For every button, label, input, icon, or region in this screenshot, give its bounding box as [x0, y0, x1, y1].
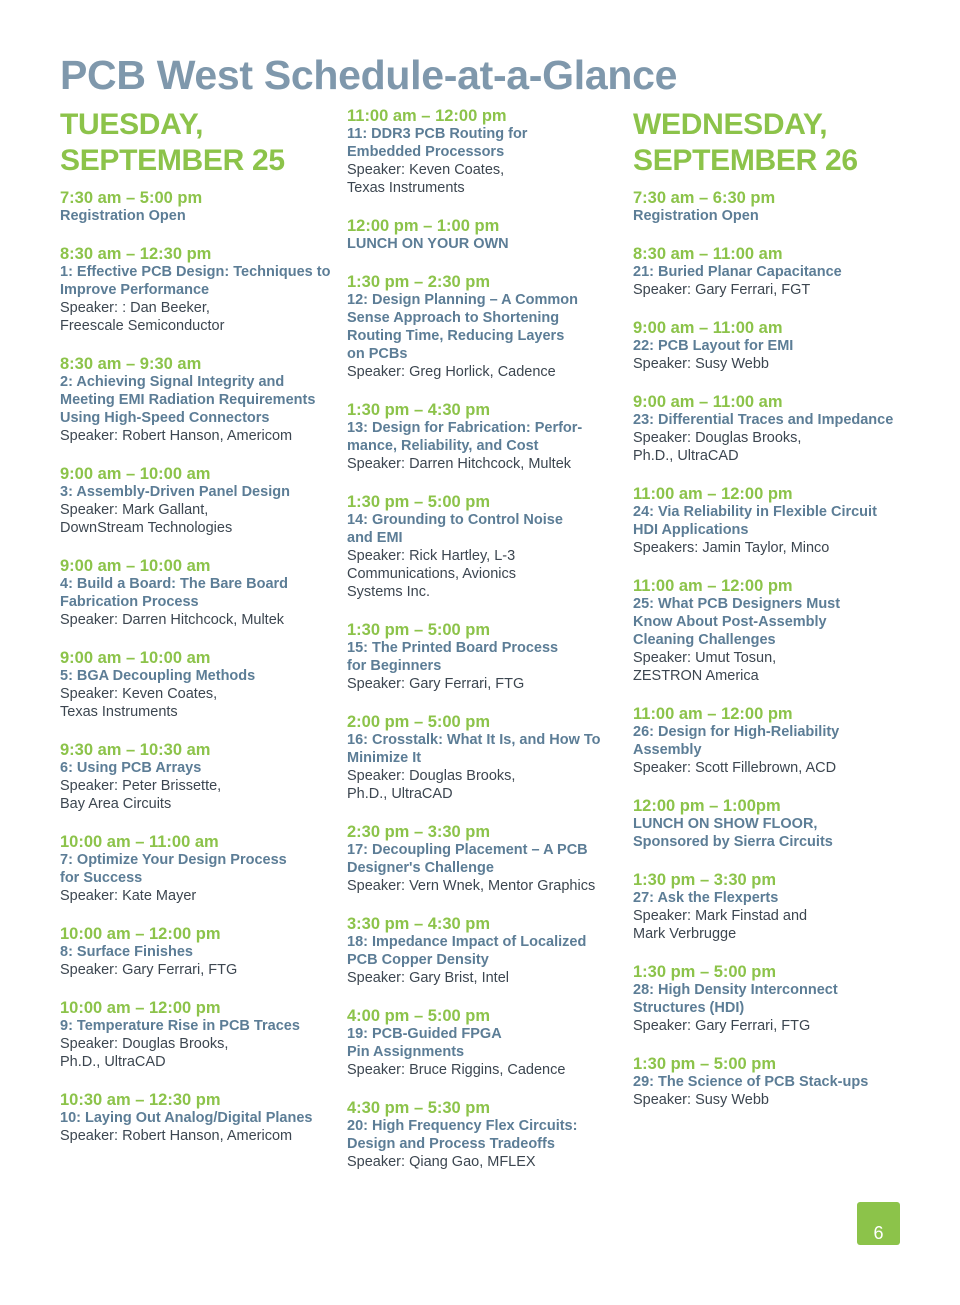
day-heading-line: SEPTEMBER 25 [60, 144, 285, 177]
session-speaker-line: Speaker: Peter Brissette, [60, 778, 222, 794]
session-speaker-line: Speaker: Mark Gallant, [60, 502, 209, 518]
session-time: 7:30 am – 5:00 pm [60, 189, 203, 207]
session-time: 12:00 pm – 1:00pm [633, 797, 781, 815]
session-speaker-line: Speaker: Douglas Brooks, [347, 768, 516, 784]
session-time: 10:00 am – 12:00 pm [60, 999, 221, 1017]
session-speaker-line: Speaker: Gary Brist, Intel [347, 970, 509, 986]
session-time: 2:00 pm – 5:00 pm [347, 713, 491, 731]
session-time: 8:30 am – 12:30 pm [60, 245, 212, 263]
session-speaker-line: Speaker: Vern Wnek, Mentor Graphics [347, 878, 596, 894]
session-title-line: on PCBs [347, 346, 408, 362]
schedule-session [633, 797, 933, 851]
session-title-line: 26: Design for High-Reliability [633, 724, 840, 740]
session-title-line: 18: Impedance Impact of Localized [347, 934, 587, 950]
schedule-session [60, 1091, 335, 1145]
schedule-session [633, 577, 933, 685]
session-title-line: Designer's Challenge [347, 860, 494, 876]
session-time: 8:30 am – 9:30 am [60, 355, 202, 373]
schedule-session [633, 319, 933, 373]
session-speaker-line: Speaker: Qiang Gao, MFLEX [347, 1154, 536, 1170]
session-title-line: mance, Reliability, and Cost [347, 438, 539, 454]
session-title-line: 14: Grounding to Control Noise [347, 512, 563, 528]
session-time: 7:30 am – 6:30 pm [633, 189, 776, 207]
session-title-line: 4: Build a Board: The Bare Board [60, 576, 289, 592]
session-title-line: for Success [60, 870, 143, 886]
schedule-session [60, 649, 335, 721]
session-speaker-line: Speaker: Gary Ferrari, FGT [633, 282, 811, 298]
session-speaker-line: ZESTRON America [633, 668, 759, 684]
session-time: 10:30 am – 12:30 pm [60, 1091, 221, 1109]
session-title-line: Registration Open [60, 208, 186, 224]
schedule-session [60, 355, 335, 445]
session-speaker-line: DownStream Technologies [60, 520, 233, 536]
session-time: 3:30 pm – 4:30 pm [347, 915, 491, 933]
session-time: 1:30 pm – 5:00 pm [347, 621, 491, 639]
session-speaker-line: Speaker: Gary Ferrari, FTG [60, 962, 238, 978]
session-speaker-line: Speaker: Keven Coates, [347, 162, 505, 178]
session-speaker-line: Texas Instruments [347, 180, 465, 196]
session-time: 8:30 am – 11:00 am [633, 245, 783, 263]
schedule-session [347, 493, 622, 601]
session-speaker-line: Speaker: Susy Webb [633, 1092, 769, 1108]
schedule-session [60, 557, 335, 629]
session-speaker-line: Systems Inc. [347, 584, 430, 600]
schedule-session [633, 963, 933, 1035]
page-title: PCB West Schedule-at-a-Glance [60, 52, 678, 98]
session-time: 9:00 am – 10:00 am [60, 465, 211, 483]
session-title-line: LUNCH ON YOUR OWN [347, 236, 509, 252]
session-title-line: Minimize It [347, 750, 422, 766]
session-title-line: 10: Laying Out Analog/Digital Planes [60, 1110, 313, 1126]
schedule-session [347, 217, 622, 253]
session-time: 11:00 am – 12:00 pm [347, 107, 507, 125]
schedule-session [633, 393, 933, 465]
session-speaker-line: Speakers: Jamin Taylor, Minco [633, 540, 830, 556]
session-title-line: Know About Post-Assembly [633, 614, 827, 630]
session-speaker-line: Speaker: Umut Tosun, [633, 650, 777, 666]
tuesday-column [60, 107, 335, 1165]
session-speaker-line: Mark Verbrugge [633, 926, 737, 942]
session-title-line: Cleaning Challenges [633, 632, 776, 648]
session-title-line: and EMI [347, 530, 403, 546]
session-time: 9:00 am – 10:00 am [60, 649, 211, 667]
session-title-line: Structures (HDI) [633, 1000, 745, 1016]
session-speaker-line: Speaker: Darren Hitchcock, Multek [347, 456, 572, 472]
schedule-session [60, 189, 335, 225]
schedule-session [633, 245, 933, 299]
session-title-line: Assembly [633, 742, 702, 758]
session-speaker-line: Texas Instruments [60, 704, 178, 720]
session-title-line: Fabrication Process [60, 594, 199, 610]
session-speaker-line: Speaker: Keven Coates, [60, 686, 218, 702]
session-title-line: 11: DDR3 PCB Routing for [347, 126, 528, 142]
schedule-session [60, 925, 335, 979]
session-time: 9:00 am – 11:00 am [633, 393, 783, 411]
schedule-session [633, 1055, 933, 1109]
session-speaker-line: Speaker: Darren Hitchcock, Multek [60, 612, 285, 628]
session-speaker-line: Speaker: Rick Hartley, L-3 [347, 548, 516, 564]
session-title-line: Meeting EMI Radiation Requirements [60, 392, 316, 408]
session-time: 1:30 pm – 5:00 pm [633, 963, 777, 981]
day-heading [633, 107, 933, 179]
session-speaker-line: Speaker: Robert Hanson, Americom [60, 428, 293, 444]
session-title-line: Embedded Processors [347, 144, 505, 160]
session-time: 10:00 am – 11:00 am [60, 833, 219, 851]
session-title-line: 25: What PCB Designers Must [633, 596, 841, 612]
schedule-session [347, 107, 622, 197]
session-title-line: Design and Process Tradeoffs [347, 1136, 555, 1152]
schedule-session [347, 823, 622, 895]
session-time: 12:00 pm – 1:00 pm [347, 217, 500, 235]
session-speaker-line: Speaker: Douglas Brooks, [60, 1036, 229, 1052]
session-title-line: 15: The Printed Board Process [347, 640, 559, 656]
day-heading-line: WEDNESDAY, [633, 108, 828, 141]
schedule-session [60, 245, 335, 335]
schedule-session [60, 741, 335, 813]
page-number-badge: 6 [857, 1202, 900, 1245]
session-time: 1:30 pm – 2:30 pm [347, 273, 491, 291]
schedule-session [347, 401, 622, 473]
session-title-line: HDI Applications [633, 522, 749, 538]
schedule-session [633, 871, 933, 943]
session-title-line: 8: Surface Finishes [60, 944, 193, 960]
session-title-line: for Beginners [347, 658, 442, 674]
schedule-session [347, 621, 622, 693]
session-time: 9:00 am – 11:00 am [633, 319, 783, 337]
day-heading [60, 107, 335, 179]
session-speaker-line: Speaker: Scott Fillebrown, ACD [633, 760, 837, 776]
session-title-line: 21: Buried Planar Capacitance [633, 264, 842, 280]
tuesday-continued-column [347, 107, 622, 1191]
session-title-line: 1: Effective PCB Design: Techniques to [60, 264, 331, 280]
schedule-session [347, 713, 622, 803]
session-time: 1:30 pm – 4:30 pm [347, 401, 491, 419]
session-title-line: 3: Assembly-Driven Panel Design [60, 484, 290, 500]
session-speaker-line: Speaker: : Dan Beeker, [60, 300, 210, 316]
session-title-line: 12: Design Planning – A Common [347, 292, 578, 308]
session-title-line: Routing Time, Reducing Layers [347, 328, 565, 344]
session-speaker-line: Speaker: Gary Ferrari, FTG [633, 1018, 811, 1034]
schedule-session [60, 465, 335, 537]
day-heading-line: TUESDAY, [60, 108, 204, 141]
session-title-line: 5: BGA Decoupling Methods [60, 668, 256, 684]
session-title-line: Improve Performance [60, 282, 210, 298]
session-title-line: 23: Differential Traces and Impedance [633, 412, 894, 428]
schedule-session [347, 915, 622, 987]
session-time: 4:00 pm – 5:00 pm [347, 1007, 491, 1025]
session-time: 1:30 pm – 3:30 pm [633, 871, 777, 889]
session-time: 2:30 pm – 3:30 pm [347, 823, 491, 841]
session-speaker-line: Bay Area Circuits [60, 796, 172, 812]
session-title-line: PCB Copper Density [347, 952, 489, 968]
session-title-line: LUNCH ON SHOW FLOOR, [633, 816, 818, 832]
session-speaker-line: Speaker: Douglas Brooks, [633, 430, 802, 446]
session-time: 1:30 pm – 5:00 pm [347, 493, 491, 511]
session-time: 9:30 am – 10:30 am [60, 741, 211, 759]
session-title-line: 17: Decoupling Placement – A PCB [347, 842, 588, 858]
schedule-session [347, 1007, 622, 1079]
session-title-line: 16: Crosstalk: What It Is, and How To [347, 732, 601, 748]
session-speaker-line: Speaker: Susy Webb [633, 356, 769, 372]
session-time: 4:30 pm – 5:30 pm [347, 1099, 491, 1117]
schedule-session [60, 833, 335, 905]
day-heading-line: SEPTEMBER 26 [633, 144, 858, 177]
session-speaker-line: Speaker: Robert Hanson, Americom [60, 1128, 293, 1144]
session-title-line: 28: High Density Interconnect [633, 982, 838, 998]
schedule-session [60, 999, 335, 1071]
schedule-session [633, 189, 933, 225]
session-speaker-line: Speaker: Kate Mayer [60, 888, 197, 904]
session-time: 1:30 pm – 5:00 pm [633, 1055, 777, 1073]
session-time: 11:00 am – 12:00 pm [633, 485, 793, 503]
session-title-line: 19: PCB-Guided FPGA [347, 1026, 502, 1042]
session-title-line: 27: Ask the Flexperts [633, 890, 779, 906]
session-speaker-line: Speaker: Bruce Riggins, Cadence [347, 1062, 566, 1078]
schedule-session [633, 485, 933, 557]
session-title-line: 22: PCB Layout for EMI [633, 338, 794, 354]
session-speaker-line: Ph.D., UltraCAD [60, 1054, 166, 1070]
wednesday-column [633, 107, 933, 1129]
session-title-line: 13: Design for Fabrication: Perfor- [347, 420, 583, 436]
schedule-session [347, 1099, 622, 1171]
session-speaker-line: Speaker: Gary Ferrari, FTG [347, 676, 525, 692]
session-speaker-line: Communications, Avionics [347, 566, 516, 582]
session-speaker-line: Freescale Semiconductor [60, 318, 225, 334]
session-title-line: 6: Using PCB Arrays [60, 760, 202, 776]
session-title-line: 7: Optimize Your Design Process [60, 852, 287, 868]
session-title-line: 29: The Science of PCB Stack-ups [633, 1074, 869, 1090]
session-time: 9:00 am – 10:00 am [60, 557, 211, 575]
session-title-line: 24: Via Reliability in Flexible Circuit [633, 504, 877, 520]
schedule-session [633, 705, 933, 777]
session-time: 10:00 am – 12:00 pm [60, 925, 221, 943]
session-speaker-line: Ph.D., UltraCAD [633, 448, 739, 464]
session-title-line: 20: High Frequency Flex Circuits: [347, 1118, 578, 1134]
session-title-line: Registration Open [633, 208, 759, 224]
schedule-session [347, 273, 622, 381]
session-title-line: 2: Achieving Signal Integrity and [60, 374, 285, 390]
session-title-line: Using High-Speed Connectors [60, 410, 270, 426]
session-title-line: Pin Assignments [347, 1044, 465, 1060]
session-time: 11:00 am – 12:00 pm [633, 705, 793, 723]
session-speaker-line: Ph.D., UltraCAD [347, 786, 453, 802]
session-title-line: Sense Approach to Shortening [347, 310, 560, 326]
session-speaker-line: Speaker: Mark Finstad and [633, 908, 808, 924]
session-title-line: Sponsored by Sierra Circuits [633, 834, 833, 850]
session-time: 11:00 am – 12:00 pm [633, 577, 793, 595]
session-speaker-line: Speaker: Greg Horlick, Cadence [347, 364, 556, 380]
session-title-line: 9: Temperature Rise in PCB Traces [60, 1018, 300, 1034]
